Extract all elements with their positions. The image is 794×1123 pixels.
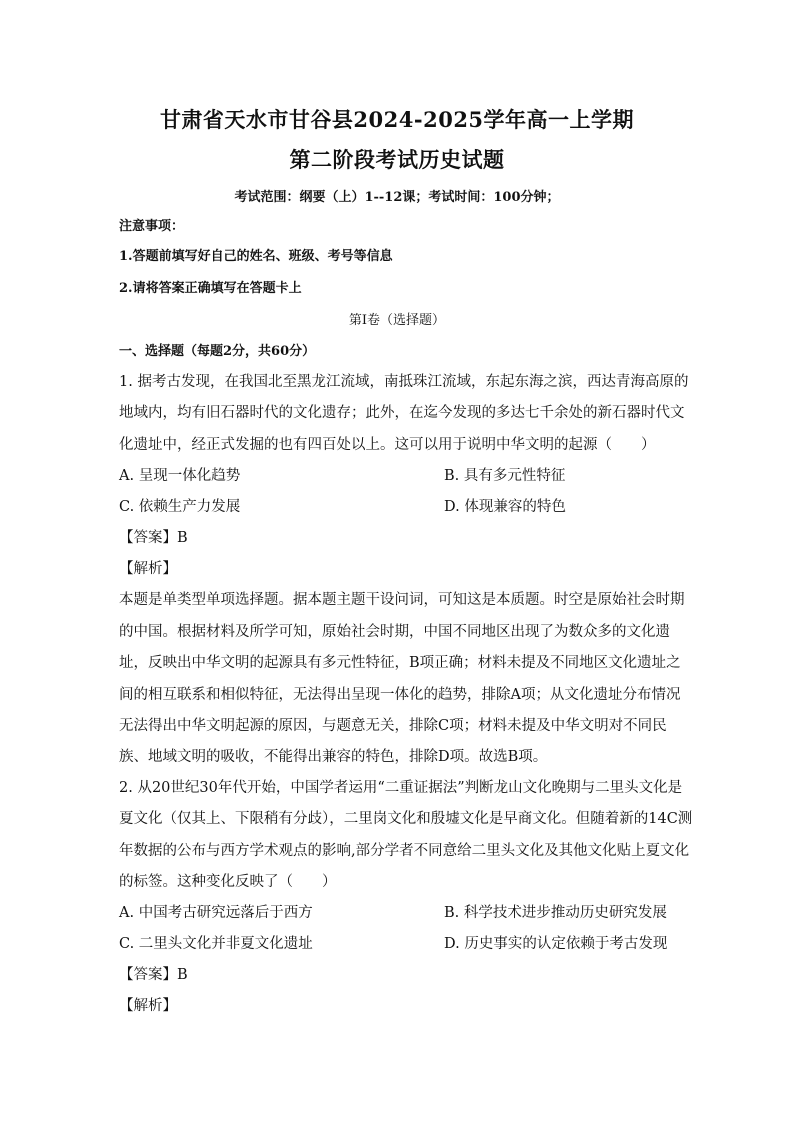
q2-option-c: C. 二里头文化并非夏文化遗址 <box>119 936 313 952</box>
q1-option-d: D. 体现兼容的特色 <box>444 499 566 515</box>
q2-option-b: B. 科学技术进步推动历史研究发展 <box>444 905 667 921</box>
q1-option-c: C. 依赖生产力发展 <box>119 499 241 515</box>
document-title-line1: 甘肃省天水市甘谷县2024-2025学年高一上学期 <box>159 107 635 132</box>
q2-stem-line: 夏文化（仅其上、下限稍有分歧），二里岗文化和殷墟文化是早商文化。但随着新的14C测 <box>119 811 693 827</box>
q1-option-a: A. 呈现一体化趋势 <box>119 468 241 484</box>
q2-answer: 【答案】B <box>119 967 188 983</box>
volume-heading: 第Ⅰ卷（选择题） <box>348 313 446 328</box>
q1-stem-line: 地域内，均有旧石器时代的文化遗存；此外，在迄今发现的多达七千余处的新石器时代文 <box>119 405 685 421</box>
notes-heading: 注意事项： <box>119 219 185 234</box>
q1-analysis-line: 间的相互联系和相似特征，无法得出呈现一体化的趋势，排除A项；从文化遗址分布情况 <box>119 687 681 703</box>
q1-analysis-line: 族、地域文明的吸收，不能得出兼容的特色，排除D项。故选B项。 <box>119 749 548 765</box>
notes-item-2: 2.请将答案正确填写在答题卡上 <box>119 281 302 296</box>
q1-option-b: B. 具有多元性特征 <box>444 468 566 484</box>
q2-option-a: A. 中国考古研究远落后于西方 <box>119 905 313 921</box>
q2-stem-line: 年数据的公布与西方学术观点的影响,部分学者不同意给二里头文化及其他文化贴上夏文化 <box>119 843 690 859</box>
q1-stem-line: 1. 据考古发现，在我国北至黑龙江流域，南抵珠江流域，东起东海之滨，西达青海高原的 <box>119 374 689 390</box>
q1-stem-line: 化遗址中，经正式发掘的也有四百处以上。这可以用于说明中华文明的起源（ ） <box>119 437 656 453</box>
q1-analysis-label: 【解析】 <box>119 561 177 577</box>
q2-option-d: D. 历史事实的认定依赖于考古发现 <box>444 936 668 952</box>
notes-item-1: 1.答题前填写好自己的姓名、班级、考号等信息 <box>119 249 393 264</box>
q1-analysis-line: 无法得出中华文明起源的原因，与题意无关，排除C项；材料未提及中华文明对不同民 <box>119 718 667 734</box>
exam-info: 考试范围：纲要（上）1--12课；考试时间：100分钟； <box>234 190 560 205</box>
q1-answer: 【答案】B <box>119 530 188 546</box>
document-title-line2: 第二阶段考试历史试题 <box>289 147 505 172</box>
q1-analysis-line: 本题是单类型单项选择题。据本题主题干设问词，可知这是本质题。时空是原始社会时期 <box>119 592 685 608</box>
q2-stem-line: 的标签。这种变化反映了（ ） <box>119 874 337 890</box>
section-heading: 一、选择题（每题2分，共60分） <box>119 344 316 359</box>
q1-analysis-line: 的中国。根据材料及所学可知，原始社会时期，中国不同地区出现了为数众多的文化遗 <box>119 624 670 640</box>
q1-analysis-line: 址，反映出中华文明的起源具有多元性特征，B项正确；材料未提及不同地区文化遗址之 <box>119 655 681 671</box>
q2-stem-line: 2. 从20世纪30年代开始，中国学者运用“二重证据法”判断龙山文化晚期与二里头文化是 <box>119 780 683 796</box>
q2-analysis-label: 【解析】 <box>119 998 177 1014</box>
